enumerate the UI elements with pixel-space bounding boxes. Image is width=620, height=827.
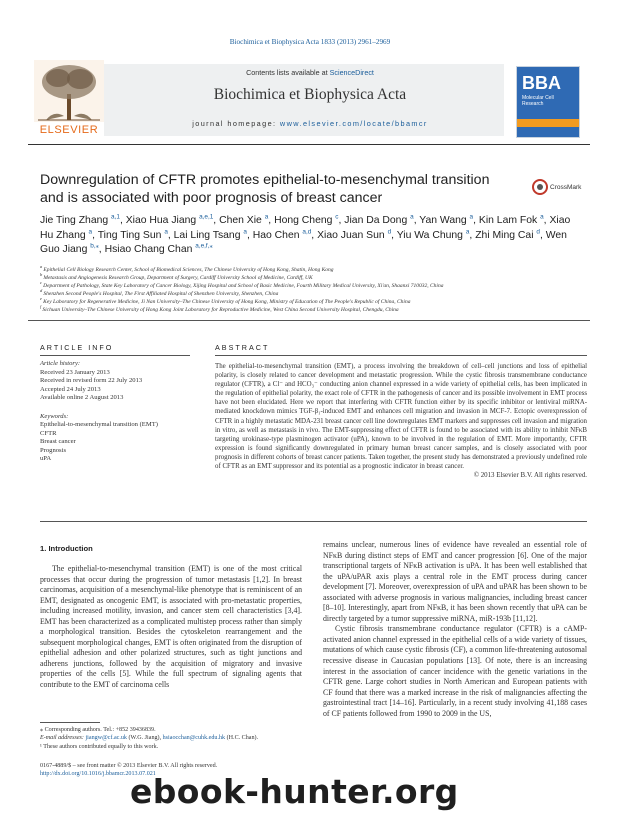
journal-citation[interactable]: Biochimica et Biophysica Acta 1833 (2013) 2961–2969 bbox=[229, 38, 391, 46]
author-separator: , bbox=[246, 229, 253, 241]
author-affiliation-marker[interactable]: a bbox=[465, 228, 470, 236]
history-revised: Received in revised form 22 July 2013 bbox=[40, 377, 143, 384]
affiliation-item bbox=[40, 290, 580, 298]
author-separator: , bbox=[539, 229, 546, 241]
contents-prefix: Contents lists available at bbox=[246, 68, 330, 77]
affiliation-item bbox=[40, 298, 580, 306]
author-affiliation-marker[interactable]: a bbox=[540, 213, 544, 221]
affiliation-list bbox=[40, 266, 580, 315]
cover-subtitle: Molecular Cell Research bbox=[522, 95, 554, 107]
author-name[interactable] bbox=[253, 230, 312, 241]
email-owner: (H.C. Chan). bbox=[225, 735, 259, 742]
author-separator: , bbox=[98, 244, 105, 256]
author-name-text: Xiao Hua Jiang bbox=[125, 215, 200, 226]
footnote-rule bbox=[40, 722, 100, 723]
affiliation-text: Epithelial Cell Biology Research Center, School of Biomedical Sciences, The Chinese University of Hong Kong, Shatin, Hong Kong bbox=[43, 267, 334, 273]
author-name-text: Ting Ting Sun bbox=[97, 229, 165, 241]
affiliation-text: Metastasis and Angiogenesis Research Group, Department of Surgery, Cardiff University School of Medicine, Cardiff, UK bbox=[43, 275, 313, 282]
author-name[interactable] bbox=[419, 215, 473, 226]
author-name[interactable] bbox=[219, 215, 268, 226]
crossmark-badge[interactable] bbox=[532, 178, 588, 196]
author-separator: , bbox=[213, 215, 220, 226]
intro-paragraph: Cystic fibrosis transmembrane conductance regulator (CFTR) is a cAMP-activated anion channel expressed in the epithelial cells of a wide variety of tissues, mutations of which cause cystic fibrosis (CF), a common life-threatening autosomal recessive disease in Caucasian populations [13]. Of note, there is an increasing interest in the association of cancer incidence with the genetic variations in the CFTR gene. Large cohort studies in North American and European patients with CF found that there was a marked increase in the risk of malignancies affecting the gastrointestinal tract [14–16]. Particularly, in a recent study involving 41,188 cases of CF patients followed from 1990 to 2009 in the US, bbox=[323, 624, 587, 718]
author-separator: , bbox=[119, 215, 126, 226]
header-rule bbox=[28, 144, 590, 145]
author-affiliation-marker[interactable]: a bbox=[164, 228, 168, 236]
author-name-text: Hao Chen bbox=[252, 229, 303, 241]
affiliation-rule bbox=[28, 320, 590, 321]
history-accepted: Accepted 24 July 2013 bbox=[40, 385, 101, 393]
elsevier-wordmark: ELSEVIER bbox=[39, 124, 99, 136]
info-spacer bbox=[40, 403, 190, 413]
author-affiliation-marker[interactable]: a,1 bbox=[111, 213, 120, 221]
author-name-text: Yan Wang bbox=[419, 215, 470, 226]
author-name-text: Xiao Hu Zhang bbox=[40, 215, 571, 241]
abstract-heading: ABSTRACT bbox=[215, 343, 270, 352]
corresponding-note: ⁎ Corresponding authors. Tel.: +852 39436839. bbox=[40, 727, 156, 733]
author-separator: , bbox=[338, 215, 345, 226]
author-name[interactable] bbox=[317, 230, 391, 241]
journal-title: Biochimica et Biophysica Acta bbox=[213, 86, 407, 103]
author-name[interactable] bbox=[105, 244, 213, 255]
author-name[interactable] bbox=[479, 215, 544, 226]
author-name-text: Kin Lam Fok bbox=[478, 215, 541, 226]
author-name-text: Jie Ting Zhang bbox=[40, 215, 112, 226]
watermark: ebook-hunter.org bbox=[130, 772, 459, 811]
author-name[interactable] bbox=[344, 215, 413, 226]
abstract-rule bbox=[215, 355, 587, 356]
intro-right-column bbox=[323, 540, 587, 719]
author-name[interactable] bbox=[475, 230, 540, 241]
author-affiliation-marker[interactable]: a,e,f,⁎ bbox=[195, 242, 213, 250]
author-name-text: Hsiao Chang Chan bbox=[104, 244, 196, 256]
homepage-link[interactable]: www.elsevier.com/locate/bbamcr bbox=[279, 119, 428, 128]
equal-contribution-note: ¹ These authors contributed equally to this work. bbox=[40, 743, 159, 750]
email-prefix: E-mail addresses: bbox=[40, 735, 86, 742]
author-name[interactable] bbox=[174, 230, 247, 241]
keyword-item: Breast cancer bbox=[40, 438, 76, 445]
affiliation-key: f bbox=[40, 304, 43, 310]
author-separator: , bbox=[391, 229, 397, 241]
crossmark-label: CrossMark bbox=[550, 183, 582, 191]
affiliation-text: Department of Pathology, State Key Laboratory of Cancer Biology, Xijing Hospital and School of Basic Medicine, Fourth Military Medical University, Xi'an, Shaanxi 710032, China bbox=[43, 283, 444, 290]
intro-paragraph: The epithelial-to-mesenchymal transition (EMT) is one of the most critical processes that occur during the progression of tumor metastasis [1,2]. In breast carcinomas, acquisition of a mesenchymal-like phenotype that is reminiscent of an EMT, designated as oncogenic EMT, is associated with pro-metastatic properties, including increased motility, invasion, and cancer stem cell characteristics [3,4]. EMT has been characterized as a complicated multistep process rather than simply a morphological transition. Besides the cytoskeleton rearrangement and the subsequent morphological changes, EMT is often originated from the disruption of epithelial adhesion and other polarized structures, such as tight junctions and adherens junctions, followed by the acquisition of migratory and invasive properties of the cells [5]. While the full spectrum of signaling agents that contribute to the EMT of carcinoma cells bbox=[40, 564, 302, 690]
author-separator: , bbox=[268, 215, 275, 226]
author-name[interactable] bbox=[397, 230, 470, 241]
abstract-end-rule bbox=[40, 521, 587, 522]
author-affiliation-marker[interactable]: a bbox=[469, 213, 474, 221]
author-separator: , bbox=[473, 215, 479, 226]
affiliation-key: c bbox=[40, 280, 44, 286]
journal-cover bbox=[516, 66, 580, 138]
sciencedirect-link[interactable]: ScienceDirect bbox=[329, 68, 374, 77]
affiliation-key: d bbox=[40, 288, 44, 294]
author-name-text: Wen Guo Jiang bbox=[40, 229, 567, 256]
author-affiliation-marker[interactable]: a bbox=[88, 228, 93, 236]
issn-line: 0167-4889/$ – see front matter © 2013 Elsevier B.V. All rights reserved. bbox=[40, 763, 218, 769]
author-name-text: Lai Ling Tsang bbox=[173, 229, 244, 241]
email-note bbox=[40, 734, 302, 742]
abstract-text: The epithelial-to-mesenchymal transition (EMT), a process involving the breakdown of cell–cell junctions and loss of epithelial polarity, is closely related to cancer development and metastatic progression. While the cystic fibrosis transmembrane conductance regulator (CFTR), a Cl⁻ and HCO₃⁻ conducting anion channel expressed in a wide variety of epithelial cells, has been implicated in the regulation of epithelial polarity, the exact role of CFTR in the pathogenesis of cancer and its possible involvement in EMT process have not been elucidated. Here we report that interfering with CFTR function either by its specific inhibitor or lentiviral miRNA-mediated knockdown mimics TGF-β₁-induced EMT and enhances cell migration and invasion in MCF-7. Ectopic overexpression of CFTR in a highly metastatic MDA-231 breast cancer cell line downregulates EMT markers and suppresses cell invasion and migration in vitro, as well as metastasis in vivo. The EMT-suppressing effect of CFTR is found to be associated with its ability to inhibit NFκB targeting urokinase-type plasminogen activator (uPA), known to be involved in the regulation of EMT. More importantly, CFTR expression is found significantly downregulated in primary human breast cancer samples, and is closely associated with poor prognosis in different cohorts of breast cancer patients. Taken together, the present study has demonstrated a previously undefined role of CFTR as an EMT suppressor and its potential as a prognostic indicator in breast cancer. bbox=[215, 363, 587, 471]
affiliation-item bbox=[40, 266, 580, 274]
article-title: Downregulation of CFTR promotes epithelial-to-mesenchymal transition and is associated with poor prognosis of breast cancer bbox=[40, 172, 490, 206]
author-affiliation-marker[interactable]: a bbox=[264, 213, 269, 221]
author-affiliation-marker[interactable]: c bbox=[335, 213, 339, 221]
intro-left-column bbox=[40, 564, 302, 691]
affiliation-text: Key Laboratory for Regenerative Medicine, Ji Nan University–The Chinese University of Hong Kong, Ministry of Education of The People's Republic of China, China bbox=[43, 299, 411, 306]
affiliation-key: e bbox=[40, 296, 44, 302]
email-owner: (W.G. Jiang), bbox=[126, 735, 163, 742]
author-name-text: Hong Cheng bbox=[274, 215, 336, 226]
keyword-item: Epithelial-to-mesenchymal transition (EMT) bbox=[40, 421, 158, 428]
cover-stripe bbox=[517, 119, 579, 127]
author-separator: , bbox=[543, 215, 550, 226]
author-affiliation-marker[interactable]: a bbox=[410, 213, 414, 221]
article-info-rule bbox=[40, 355, 190, 356]
history-online: Available online 2 August 2013 bbox=[40, 394, 124, 401]
history-label: Article history: bbox=[40, 360, 81, 367]
author-separator: , bbox=[92, 229, 98, 241]
abstract-body bbox=[215, 362, 587, 480]
doi-link[interactable]: http://dx.doi.org/10.1016/j.bbamcr.2013.07.021 bbox=[40, 771, 156, 778]
cover-abbrev: BBA bbox=[522, 73, 561, 93]
elsevier-tree-logo bbox=[34, 60, 104, 134]
email-link[interactable]: hsiaocchan@cuhk.edu.hk bbox=[162, 735, 226, 742]
author-separator: , bbox=[413, 215, 420, 226]
author-affiliation-marker[interactable]: a bbox=[243, 228, 247, 236]
author-affiliation-marker[interactable]: d bbox=[387, 228, 392, 236]
history-received: Received 23 January 2013 bbox=[40, 368, 110, 376]
keyword-item: Prognosis bbox=[40, 446, 67, 454]
affiliation-item bbox=[40, 274, 580, 282]
author-affiliation-marker[interactable]: a,e,1 bbox=[199, 213, 214, 221]
section-heading-introduction: 1. Introduction bbox=[40, 544, 93, 553]
keywords-label: Keywords: bbox=[40, 412, 69, 420]
author-affiliation-marker[interactable]: b,⁎ bbox=[90, 242, 99, 250]
author-separator: , bbox=[469, 229, 476, 241]
author-affiliation-marker[interactable]: d bbox=[536, 228, 540, 236]
author-name-text: Chen Xie bbox=[219, 215, 265, 226]
author-list bbox=[40, 214, 580, 258]
footnotes bbox=[40, 722, 302, 751]
author-separator: , bbox=[311, 229, 318, 241]
keyword-item: CFTR bbox=[40, 429, 57, 437]
author-affiliation-marker[interactable]: a,d bbox=[302, 228, 312, 236]
email-link[interactable]: jiangw@cf.ac.uk bbox=[85, 735, 127, 742]
article-info-heading: ARTICLE INFO bbox=[40, 343, 114, 352]
homepage-prefix: journal homepage: bbox=[192, 119, 280, 128]
affiliation-key: a bbox=[40, 264, 44, 270]
author-name[interactable] bbox=[98, 230, 168, 241]
keyword-item: uPA bbox=[40, 455, 52, 462]
affiliation-key: b bbox=[40, 272, 44, 278]
intro-paragraph: remains unclear, numerous lines of evidence have revealed an essential role of NFκB during distinct steps of EMT and cancer progression [6]. One of the major transcriptional targets of NFκB activation is uPA. It has been well established that the uPA/uPAR axis plays a central role in the EMT process during cancer development [7]. Moreover, overexpression of uPA and uPAR has been shown to be associated with adverse prognosis in various malignancies, including breast cancer [8–10]. Interestingly, apart from NFκB, it has been shown recently that uPA can be directly targeted by a tumor suppressive miRNA, miR-193b [11,12]. bbox=[323, 540, 587, 623]
author-name-text: Xiao Juan Sun bbox=[317, 229, 388, 241]
affiliation-item bbox=[40, 306, 580, 314]
author-name[interactable] bbox=[40, 215, 120, 226]
copyright-line: © 2013 Elsevier B.V. All rights reserved. bbox=[473, 472, 587, 480]
article-info bbox=[40, 360, 190, 464]
author-separator: , bbox=[167, 229, 174, 241]
crossmark-icon bbox=[532, 179, 548, 195]
affiliation-text: Sichuan University–The Chinese University of Hong Kong Joint Laboratory for Reproductive Medicine, West China Second University Hospital, Chengdu, China bbox=[42, 307, 399, 314]
author-name[interactable] bbox=[126, 215, 214, 226]
author-name-text: Zhi Ming Cai bbox=[475, 229, 537, 241]
author-name[interactable] bbox=[274, 215, 338, 226]
author-name-text: Jian Da Dong bbox=[344, 215, 411, 226]
affiliation-text: Shenzhen Second People's Hospital, The First Affiliated Hospital of Shenzhen University, Shenzhen, China bbox=[43, 291, 279, 298]
author-name-text: Yiu Wa Chung bbox=[396, 229, 466, 241]
affiliation-item bbox=[40, 282, 580, 290]
